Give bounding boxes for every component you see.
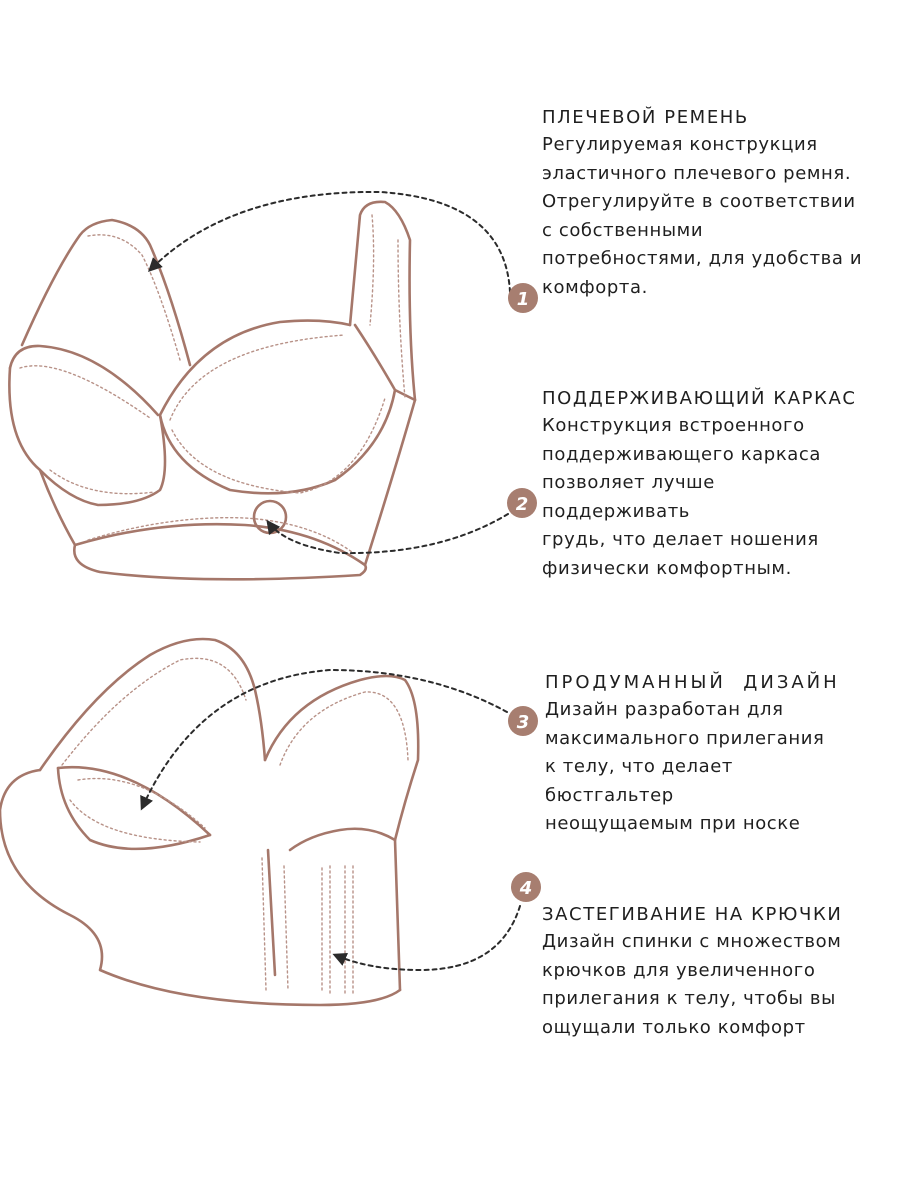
badge-4: [511, 872, 541, 902]
callout-title: ПРОДУМАННЫЙ ДИЗАЙН: [545, 672, 840, 693]
badge-1: [508, 283, 538, 313]
pointer-arrows: [142, 192, 520, 970]
callout-line: Дизайн спинки с множеством: [542, 931, 842, 952]
number-badges: [507, 283, 541, 902]
callout-line: грудь, что делает ношения: [542, 529, 819, 551]
callout-line: прилегания к телу, чтобы вы: [542, 988, 836, 1010]
arrow-2: [268, 514, 508, 553]
callout-hook-fastening: [542, 902, 842, 1042]
arrow-3: [142, 670, 507, 808]
arrow-1: [150, 192, 510, 292]
callout-line: к телу, что делает: [545, 756, 734, 778]
callout-line: Регулируемая конструкция: [542, 134, 818, 155]
callout-thoughtful-design: [545, 670, 840, 839]
callout-line: неощущаемым при носке: [545, 813, 801, 835]
callout-shoulder-strap: [542, 105, 862, 303]
badge-3: [508, 706, 538, 736]
callout-line: Дизайн разработан для: [545, 699, 784, 720]
callout-line: ощущали только комфорт: [542, 1016, 806, 1038]
callout-title: ПЛЕЧЕВОЙ РЕМЕНЬ: [542, 107, 749, 128]
callout-line: потребностями, для удобства и: [542, 248, 863, 270]
badge-3-number: 3: [516, 712, 530, 733]
arrow-4: [335, 906, 520, 970]
callout-line: эластичного плечевого ремня.: [542, 162, 852, 184]
front-bra-illustration: [9, 202, 415, 580]
back-bra-illustration: [0, 639, 418, 1005]
badge-4-number: 4: [519, 878, 533, 899]
callout-line: бюстгальтер: [545, 784, 674, 806]
callout-line: поддерживать: [542, 500, 691, 522]
callout-support-frame: [542, 386, 857, 584]
callout-line: крючков для увеличенного: [542, 959, 816, 981]
callout-line: физически комфортным.: [542, 557, 792, 579]
callout-line: комфорта.: [542, 276, 648, 298]
badge-2: [507, 488, 537, 518]
badge-1-number: 1: [516, 289, 530, 310]
callout-title: ЗАСТЕГИВАНИЕ НА КРЮЧКИ: [542, 904, 843, 925]
callout-line: позволяет лучше: [542, 472, 715, 494]
callout-line: максимального прилегания: [545, 727, 825, 749]
callout-line: Отрегулируйте в соответствии: [542, 191, 856, 213]
callout-title: ПОДДЕРЖИВАЮЩИЙ КАРКАС: [542, 388, 857, 409]
callout-line: Конструкция встроенного: [542, 415, 805, 436]
callout-line: поддерживающего каркаса: [542, 443, 822, 465]
badge-2-number: 2: [515, 494, 529, 515]
callout-line: с собственными: [542, 219, 704, 241]
